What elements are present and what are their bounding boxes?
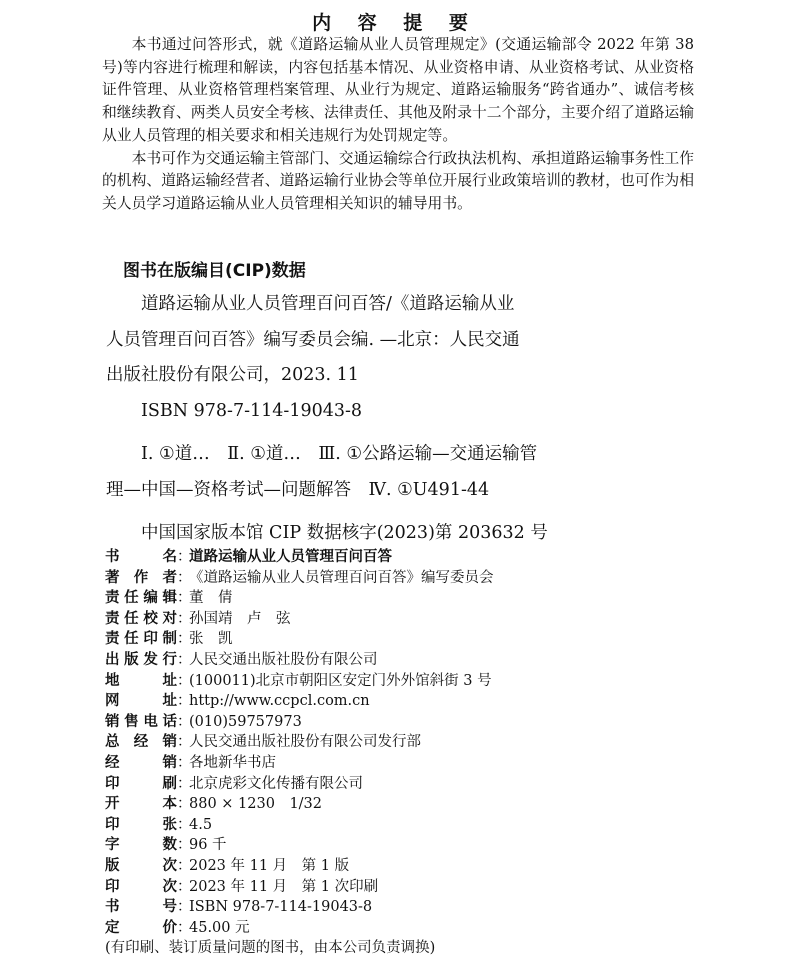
info-value: (100011)北京市朝阳区安定门外外馆斜街 3 号 (189, 672, 492, 689)
info-colon: ： (177, 590, 192, 607)
info-label: 地址 (105, 672, 177, 689)
cip-line: 道路运输从业人员管理百问百答/《道路运输从业 (141, 294, 515, 314)
info-label: 著作者 (105, 569, 177, 586)
info-row-proofreader (105, 609, 705, 630)
info-label: 定价 (105, 919, 177, 936)
info-label: 字数 (105, 837, 177, 854)
cip-line: 人员管理百问百答》编写委员会编. —北京：人民交通 (106, 329, 520, 350)
info-value: 人民交通出版社股份有限公司发行部 (189, 734, 421, 751)
info-label: 网址 (105, 693, 177, 710)
info-label: 开本 (105, 796, 177, 813)
info-row-price (105, 918, 705, 939)
info-label: 印次 (105, 878, 177, 895)
info-label: 印刷 (105, 775, 177, 792)
publication-info (105, 547, 705, 959)
cip-data-block (106, 287, 626, 552)
cip-number-line: 中国国家版本馆 CIP 数据核字(2023)第 203632 号 (141, 523, 548, 543)
cip-isbn-line: ISBN 978-7-114-19043-8 (141, 400, 363, 421)
info-colon: ： (177, 775, 192, 792)
info-label: 书号 (105, 899, 177, 916)
info-label: 出版发行 (105, 651, 177, 668)
info-colon: ： (177, 857, 192, 874)
info-row-address (105, 671, 705, 692)
info-value: 《道路运输从业人员管理百问百答》编写委员会 (189, 569, 494, 586)
summary-title: 内 容 提 要 (312, 12, 478, 34)
info-colon: ： (177, 569, 192, 586)
summary-paragraph-1: 本书通过问答形式，就《道路运输从业人员管理规定》(交通运输部令 2022 年第 38 号)等内容进行梳理和解读，内容包括基本情况、从业资格申请、从业资格考试、从业资格证件管理、从业资格管理档案管理、从业行为规定、道路运输服务“跨省通办”、诚信考核和继续教育、两类人员安全考核、法律责任、其他及附录十二个部分，主要介绍了道路运输从业人员管理的相关要求和相关违规行为处罚规定等。 (102, 36, 694, 144)
info-label: 书名 (105, 549, 177, 565)
info-value: ISBN 978-7-114-19043-8 (189, 899, 373, 916)
quality-note: (有印刷、装订质量问题的图书，由本公司负责调换) (105, 940, 436, 957)
info-colon: ： (177, 549, 192, 565)
info-label: 印张 (105, 816, 177, 833)
info-row-printer (105, 774, 705, 795)
info-label: 总经销 (105, 734, 177, 751)
info-value: 北京虎彩文化传播有限公司 (189, 775, 363, 792)
info-colon: ： (177, 734, 192, 751)
info-colon: ： (177, 878, 192, 895)
info-label: 责任校对 (105, 610, 177, 627)
info-label: 版次 (105, 857, 177, 874)
info-colon: ： (177, 837, 192, 854)
cip-heading: 图书在版编目(CIP)数据 (123, 261, 306, 281)
cip-gap (106, 429, 626, 437)
info-label: 经销 (105, 754, 177, 771)
info-colon: ： (177, 919, 192, 936)
cip-classification-line: Ⅰ. ①道… Ⅱ. ①道… Ⅲ. ①公路运输—交通运输管 (141, 444, 538, 464)
info-colon: ： (177, 693, 192, 710)
info-value: http://www.ccpcl.com.cn (189, 693, 370, 710)
info-colon: ： (177, 651, 192, 668)
info-row-format (105, 794, 705, 815)
info-value: 2023 年 11 月 第 1 次印刷 (189, 878, 379, 895)
info-label: 责任编辑 (105, 590, 177, 607)
info-label: 销售电话 (105, 713, 177, 730)
info-row-impression (105, 877, 705, 898)
info-value: 道路运输从业人员管理百问百答 (189, 549, 392, 565)
info-value: 45.00 元 (189, 919, 250, 936)
info-row-printing-supervisor (105, 629, 705, 650)
info-row-sales-phone (105, 712, 705, 733)
info-row-website (105, 691, 705, 712)
cip-classification-line: 理—中国—资格考试—问题解答 Ⅳ. ①U491-44 (106, 479, 490, 500)
info-label: 责任印制 (105, 631, 177, 648)
cip-line: 出版社股份有限公司，2023. 11 (106, 365, 359, 385)
info-colon: ： (177, 816, 192, 833)
info-value: 人民交通出版社股份有限公司 (189, 651, 378, 668)
info-value: 96 千 (189, 837, 227, 854)
info-value: (010)59757973 (189, 713, 302, 730)
summary-body (102, 34, 694, 216)
info-row-author (105, 568, 705, 589)
info-colon: ： (177, 610, 192, 627)
info-value: 各地新华书店 (189, 754, 276, 771)
info-row-title (105, 547, 705, 568)
summary-paragraph-2: 本书可作为交通运输主管部门、交通运输综合行政执法机构、承担道路运输事务性工作的机构、道路运输经营者、道路运输行业协会等单位开展行业政策培训的教材，也可作为相关人员学习道路运输从业人员管理相关知识的辅导用书。 (102, 149, 694, 212)
info-colon: ： (177, 796, 192, 813)
info-value: 880 × 1230 1/32 (189, 796, 323, 813)
info-value: 4.5 (189, 816, 213, 833)
info-row-edition (105, 856, 705, 877)
cip-gap (106, 508, 626, 516)
info-colon: ： (177, 672, 192, 689)
info-row-general-distributor (105, 732, 705, 753)
info-value: 孙国靖 卢 弦 (189, 610, 291, 627)
info-colon: ： (177, 754, 192, 771)
info-row-editor (105, 588, 705, 609)
info-colon: ： (177, 631, 192, 648)
info-colon: ： (177, 713, 192, 730)
info-row-word-count (105, 835, 705, 856)
info-row-isbn (105, 897, 705, 918)
info-colon: ： (177, 899, 192, 916)
info-value: 董 倩 (189, 590, 233, 607)
info-value: 张 凯 (189, 631, 233, 648)
info-row-sheets (105, 815, 705, 836)
info-row-publisher (105, 650, 705, 671)
info-value: 2023 年 11 月 第 1 版 (189, 857, 350, 874)
info-row-distributor (105, 753, 705, 774)
